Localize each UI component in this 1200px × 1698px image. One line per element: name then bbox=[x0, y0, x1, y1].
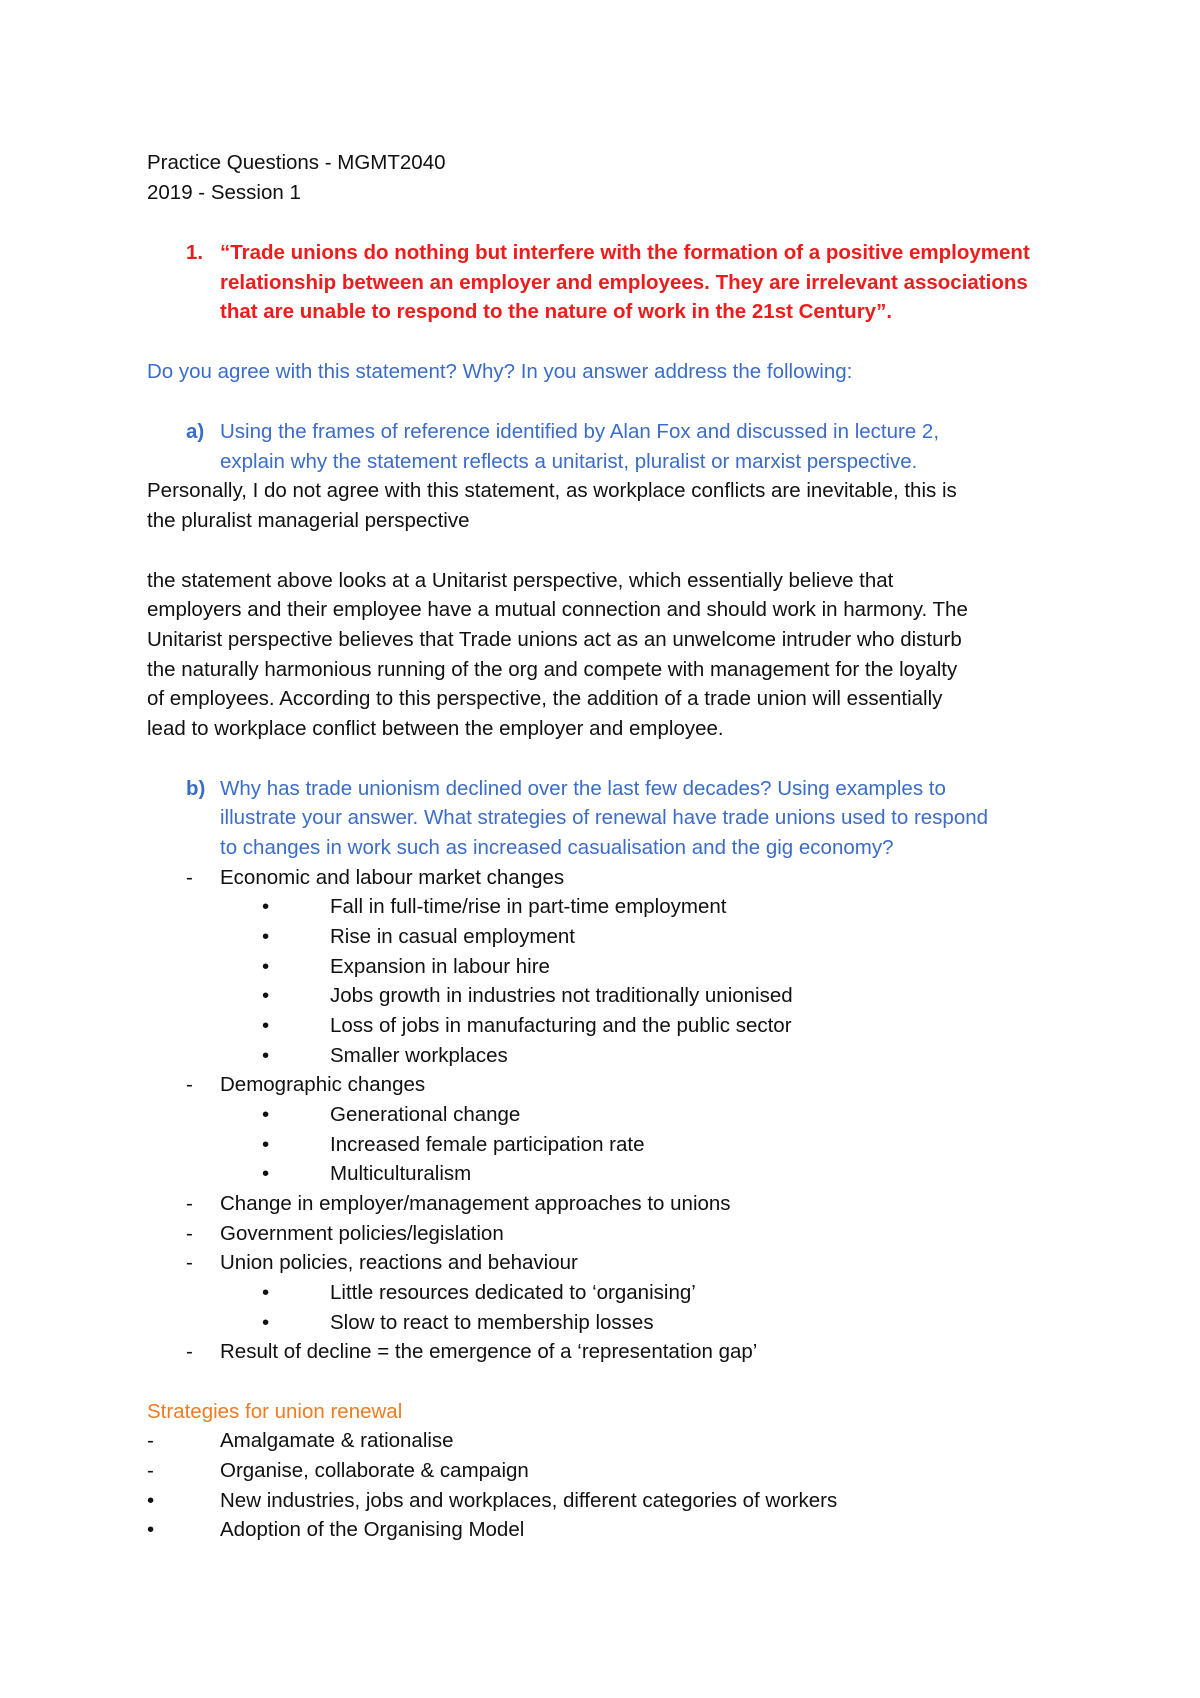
reason-item: Economic and labour market changes bbox=[220, 866, 565, 889]
sub-item: Increased female participation rate bbox=[330, 1133, 645, 1156]
question-prompt: Do you agree with this statement? Why? In you answer address the following: bbox=[147, 360, 853, 383]
part-a-label: a) bbox=[186, 420, 205, 443]
bullet-marker: • bbox=[262, 1311, 270, 1334]
answer-line: lead to workplace conflict between the employer and employee. bbox=[147, 717, 724, 740]
part-b-question-line: illustrate your answer. What strategies of renewal have trade unions used to respond bbox=[220, 806, 989, 829]
dash-marker: - bbox=[186, 866, 193, 889]
sub-item: Multiculturalism bbox=[330, 1162, 472, 1185]
sub-item: Slow to react to membership losses bbox=[330, 1311, 654, 1334]
renewal-marker: • bbox=[147, 1489, 155, 1512]
dash-marker: - bbox=[186, 1340, 193, 1363]
renewal-item: Amalgamate & rationalise bbox=[220, 1429, 454, 1452]
answer-line: the pluralist managerial perspective bbox=[147, 509, 470, 532]
dash-marker: - bbox=[186, 1222, 193, 1245]
bullet-marker: • bbox=[262, 984, 270, 1007]
sub-item: Loss of jobs in manufacturing and the public sector bbox=[330, 1014, 792, 1037]
bullet-marker: • bbox=[262, 1044, 270, 1067]
renewal-item: Organise, collaborate & campaign bbox=[220, 1459, 529, 1482]
doc-session: 2019 - Session 1 bbox=[147, 181, 301, 204]
answer-line: the naturally harmonious running of the org and compete with management for the loyalty bbox=[147, 658, 958, 681]
renewal-marker: • bbox=[147, 1518, 155, 1541]
dash-marker: - bbox=[186, 1073, 193, 1096]
question-number: 1. bbox=[186, 241, 204, 264]
bullet-marker: • bbox=[262, 895, 270, 918]
sub-item: Jobs growth in industries not traditionally unionised bbox=[330, 984, 793, 1007]
sub-item: Little resources dedicated to ‘organising’ bbox=[330, 1281, 696, 1304]
reason-item: Government policies/legislation bbox=[220, 1222, 504, 1245]
bullet-marker: • bbox=[262, 925, 270, 948]
renewal-heading: Strategies for union renewal bbox=[147, 1400, 403, 1423]
part-a-question-line: explain why the statement reflects a unitarist, pluralist or marxist perspective. bbox=[220, 450, 918, 473]
renewal-marker: - bbox=[147, 1429, 154, 1452]
answer-line: the statement above looks at a Unitarist perspective, which essentially believe that bbox=[147, 569, 894, 592]
reason-item: Demographic changes bbox=[220, 1073, 426, 1096]
part-a-question-line: Using the frames of reference identified by Alan Fox and discussed in lecture 2, bbox=[220, 420, 940, 443]
dash-marker: - bbox=[186, 1192, 193, 1215]
renewal-item: New industries, jobs and workplaces, different categories of workers bbox=[220, 1489, 838, 1512]
doc-title: Practice Questions - MGMT2040 bbox=[147, 151, 446, 174]
bullet-marker: • bbox=[262, 1133, 270, 1156]
sub-item: Generational change bbox=[330, 1103, 521, 1126]
answer-line: of employees. According to this perspective, the addition of a trade union will essentially bbox=[147, 687, 943, 710]
bullet-marker: • bbox=[262, 1103, 270, 1126]
part-b-label: b) bbox=[186, 777, 206, 800]
question-statement-line: “Trade unions do nothing but interfere with the formation of a positive employment bbox=[220, 241, 1030, 264]
sub-item: Expansion in labour hire bbox=[330, 955, 550, 978]
bullet-marker: • bbox=[262, 1281, 270, 1304]
part-b-question-line: Why has trade unionism declined over the last few decades? Using examples to bbox=[220, 777, 946, 800]
reason-item: Union policies, reactions and behaviour bbox=[220, 1251, 578, 1274]
answer-line: Unitarist perspective believes that Trade unions act as an unwelcome intruder who disturb bbox=[147, 628, 962, 651]
answer-line: employers and their employee have a mutual connection and should work in harmony. The bbox=[147, 598, 968, 621]
bullet-marker: • bbox=[262, 955, 270, 978]
renewal-item: Adoption of the Organising Model bbox=[220, 1518, 525, 1541]
bullet-marker: • bbox=[262, 1014, 270, 1037]
answer-line: Personally, I do not agree with this statement, as workplace conflicts are inevitable, this is bbox=[147, 479, 957, 502]
dash-marker: - bbox=[186, 1251, 193, 1274]
reason-item: Result of decline = the emergence of a ‘representation gap’ bbox=[220, 1340, 758, 1363]
part-b-question-line: to changes in work such as increased casualisation and the gig economy? bbox=[220, 836, 894, 859]
question-statement-line: relationship between an employer and employees. They are irrelevant associations bbox=[220, 271, 1028, 294]
sub-item: Rise in casual employment bbox=[330, 925, 575, 948]
sub-item: Smaller workplaces bbox=[330, 1044, 508, 1067]
question-statement-line: that are unable to respond to the nature of work in the 21st Century”. bbox=[220, 300, 893, 323]
reason-item: Change in employer/management approaches to unions bbox=[220, 1192, 731, 1215]
renewal-marker: - bbox=[147, 1459, 154, 1482]
sub-item: Fall in full-time/rise in part-time employment bbox=[330, 895, 727, 918]
bullet-marker: • bbox=[262, 1162, 270, 1185]
